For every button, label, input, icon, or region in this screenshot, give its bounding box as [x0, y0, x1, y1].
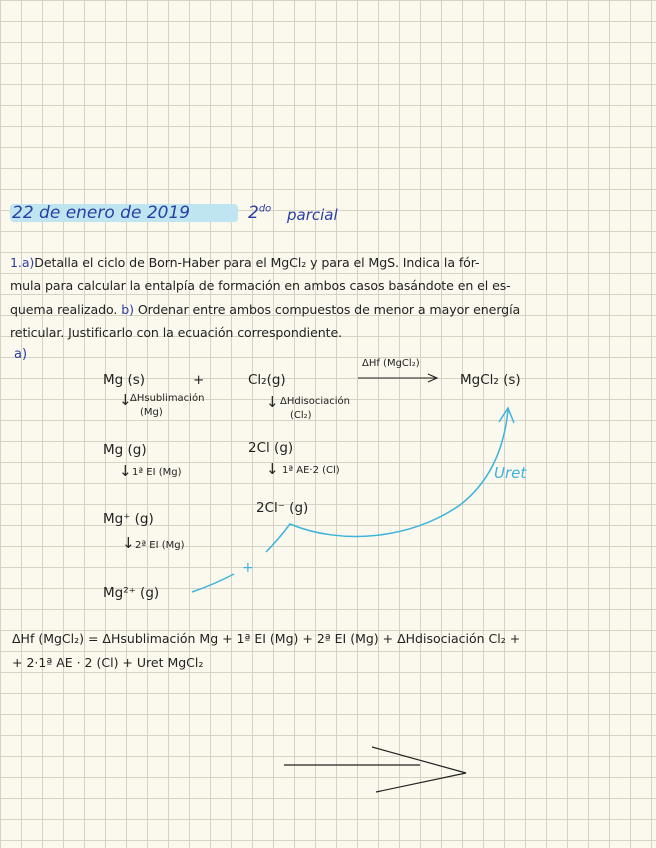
two-cl-gas: 2Cl (g)	[248, 440, 294, 456]
question-text-3: quema realizado.	[10, 302, 118, 317]
mgcl2-solid: MgCl₂ (s)	[460, 372, 521, 388]
equation-line-1: ΔHf (MgCl₂) = ΔHsublimación Mg + 1ª EI (Mg) + 2ª EI (Mg) + ΔHdisociación Cl₂ +	[12, 631, 521, 646]
mg-plus-gas: Mg⁺ (g)	[103, 511, 154, 527]
answer-label: a)	[14, 347, 28, 362]
lattice-curve-start	[192, 574, 234, 592]
mg-solid: Mg (s)	[103, 372, 146, 388]
two-cl-minus-gas: 2Cl⁻ (g)	[256, 500, 309, 516]
dissociation-label: ΔHdisociación	[280, 396, 350, 407]
exam-number-suffix: do	[258, 203, 272, 215]
big-arrow-head	[372, 747, 466, 792]
dissociation-sub: (Cl₂)	[290, 410, 312, 421]
part-b-label: b)	[121, 302, 134, 317]
exam-number-value: 2	[248, 203, 259, 223]
lattice-energy-label: Uret	[494, 464, 527, 482]
equation-line-2: + 2·1ª AE · 2 (Cl) + Uret MgCl₂	[12, 655, 204, 670]
arrow-down-icon: ↓	[119, 391, 132, 409]
plus-blue-sign: +	[242, 560, 254, 576]
arrow-down-icon: ↓	[266, 460, 279, 478]
exam-word: parcial	[287, 206, 338, 224]
second-ionization-label: 2ª EI (Mg)	[135, 540, 185, 551]
electron-affinity-label: 1ª AE·2 (Cl)	[282, 465, 340, 476]
question-number: 1.a)	[10, 255, 35, 270]
plus-sign: +	[193, 372, 205, 388]
sublimation-sub: (Mg)	[140, 407, 163, 418]
first-ionization-label: 1ª EI (Mg)	[132, 467, 182, 478]
exam-date: 22 de enero de 2019	[12, 203, 191, 223]
sublimation-label: ΔHsublimación	[130, 393, 205, 404]
mg2-plus-gas: Mg²⁺ (g)	[103, 585, 160, 601]
question-line-2: mula para calcular la entalpía de formación en ambos casos basándote en el es-	[10, 278, 511, 293]
arrow-down-icon: ↓	[122, 534, 135, 552]
mg-gas: Mg (g)	[103, 442, 147, 458]
arrow-down-icon: ↓	[266, 393, 279, 411]
question-line-4: reticular. Justificarlo con la ecuación correspondiente.	[10, 325, 342, 340]
formation-enthalpy-label: ΔHf (MgCl₂)	[362, 358, 420, 369]
lattice-energy-curve	[266, 410, 508, 552]
cl2-gas: Cl₂(g)	[248, 372, 286, 388]
arrow-down-icon: ↓	[119, 462, 132, 480]
part-b-text: Ordenar entre ambos compuestos de menor a mayor energía	[137, 302, 521, 317]
question-text-1: Detalla el ciclo de Born-Haber para el MgCl₂ y para el MgS. Indica la fór-	[34, 255, 480, 270]
